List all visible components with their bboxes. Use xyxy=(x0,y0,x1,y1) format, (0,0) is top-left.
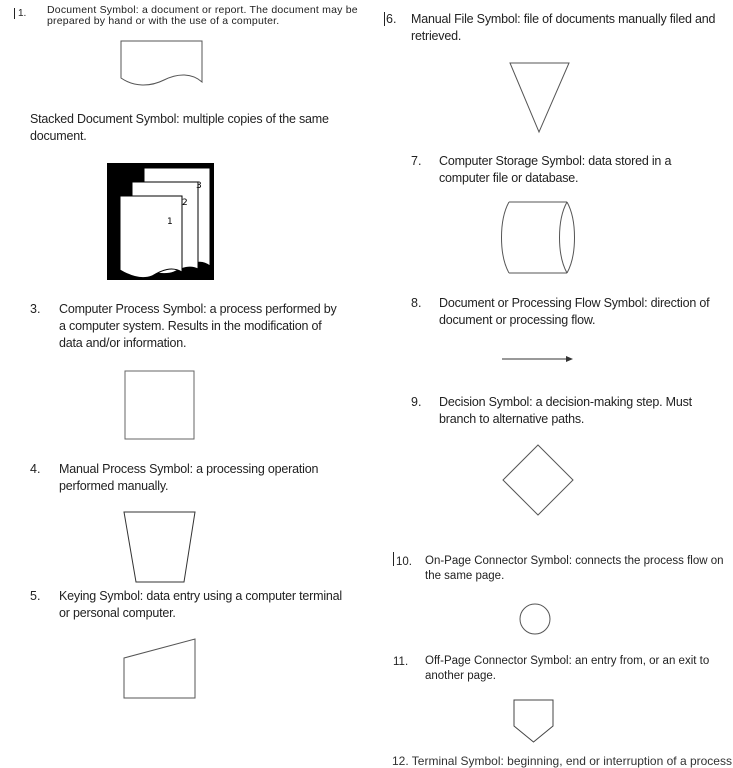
stack-label-2: 2 xyxy=(182,198,188,208)
decision-symbol xyxy=(502,444,574,516)
item-number: 7. xyxy=(411,154,422,168)
item-number: 9. xyxy=(411,395,422,409)
manual-file-symbol xyxy=(508,61,572,135)
document-symbol-description: Document Symbol: a document or report. The document may be prepared by hand or with the use of a computer. xyxy=(47,4,358,27)
computer-storage-description: Computer Storage Symbol: data stored in a computer file or database. xyxy=(439,154,672,185)
stacked-document-description: Stacked Document Symbol: multiple copies of the same document. xyxy=(30,112,329,143)
item-number: 1. xyxy=(18,8,27,19)
item-number: 5. xyxy=(30,589,41,603)
computer-process-symbol xyxy=(124,370,196,442)
stacked-document-symbol xyxy=(106,162,216,282)
computer-storage-symbol xyxy=(497,200,579,276)
margin-bar xyxy=(14,8,15,19)
document-symbol xyxy=(120,40,204,86)
keying-symbol xyxy=(123,638,197,700)
item-number: 10. xyxy=(396,556,412,568)
stack-label-1: 1 xyxy=(167,217,173,227)
decision-description: Decision Symbol: a decision-making step. Must branch to alternative paths. xyxy=(439,395,692,426)
terminal-symbol-text-cutoff: 12. Terminal Symbol: beginning, end or interruption of a process xyxy=(392,754,732,768)
on-page-connector-description: On-Page Connector Symbol: connects the process flow on the same page. xyxy=(425,555,724,582)
off-page-connector-symbol xyxy=(512,698,556,744)
on-page-connector-symbol xyxy=(518,602,552,636)
manual-file-description: Manual File Symbol: file of documents manually filed and retrieved. xyxy=(411,12,716,43)
stack-label-3: 3 xyxy=(196,181,202,191)
off-page-connector-description: Off-Page Connector Symbol: an entry from, or an exit to another page. xyxy=(425,655,710,682)
item-number: 6. xyxy=(386,12,397,26)
margin-bar xyxy=(393,552,394,566)
flow-arrow-symbol xyxy=(500,353,576,365)
processing-flow-description: Document or Processing Flow Symbol: direction of document or processing flow. xyxy=(439,296,710,327)
computer-process-description: Computer Process Symbol: a process performed by a computer system. Results in the modification of data and/or information. xyxy=(59,302,337,350)
item-number: 3. xyxy=(30,302,41,316)
manual-process-description: Manual Process Symbol: a processing operation performed manually. xyxy=(59,462,319,493)
cutoff-line xyxy=(392,754,732,768)
margin-bar xyxy=(384,12,385,26)
keying-description: Keying Symbol: data entry using a computer terminal or personal computer. xyxy=(59,589,343,620)
item-number: 11. xyxy=(393,656,409,668)
item-number: 8. xyxy=(411,296,422,310)
item-number: 4. xyxy=(30,462,41,476)
manual-process-symbol xyxy=(123,511,197,585)
